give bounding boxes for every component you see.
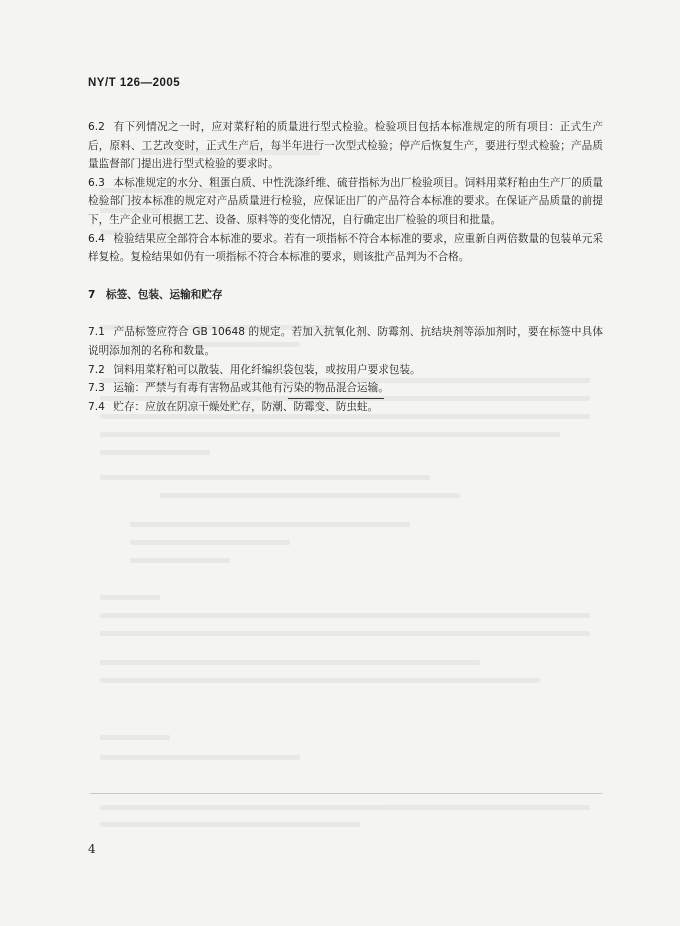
clause-7-2 [88, 361, 603, 380]
standard-code-header: NY/T 126—2005 [88, 77, 181, 89]
clause-6-3 [88, 174, 603, 230]
clause-6-2 [88, 118, 603, 174]
end-of-text-rule [288, 398, 384, 399]
clause-text: 本标准规定的水分、粗蛋白质、中性洗涤纤维、硫苷指标为出厂检验项目。饲料用菜籽粕由生产厂的质量检验部门按本标准的规定对产品质量进行检验，应保证出厂的产品符合本标准的要求。在保证产品质量的前提下，生产企业可根据工艺、设备、原料等的变化情况，自行确定出厂检验的项目和批量。 [88, 176, 603, 226]
clause-text: 贮存：应放在阴凉干燥处贮存，防潮、防霉变、防虫蛀。 [113, 400, 379, 413]
section-7-heading [88, 286, 603, 305]
footnote-divider [90, 793, 602, 794]
clause-text: 运输：严禁与有毒有害物品或其他有污染的物品混合运输。 [113, 382, 389, 395]
clause-number: 6.3 [88, 176, 105, 189]
clause-number: 7.3 [88, 382, 105, 395]
section-title: 标签、包装、运输和贮存 [106, 288, 223, 301]
document-body [88, 118, 603, 416]
page-number: 4 [88, 842, 96, 856]
clause-text: 产品标签应符合 GB 10648 的规定。若加入抗氧化剂、防霉剂、抗结块剂等添加剂时，要在标签中具体说明添加剂的名称和数量。 [88, 326, 603, 357]
clause-text: 饲料用菜籽粕可以散装、用化纤编织袋包装，或按用户要求包装。 [113, 363, 421, 376]
clause-number: 6.2 [88, 121, 105, 133]
clause-number: 6.4 [88, 232, 105, 245]
clause-6-4 [88, 230, 603, 267]
clause-number: 7.2 [88, 363, 105, 376]
clause-text: 检验结果应全部符合本标准的要求。若有一项指标不符合本标准的要求，应重新自两倍数量的包装单元采样复检。复检结果如仍有一项指标不符合本标准的要求，则该批产品判为不合格。 [88, 232, 603, 264]
clause-number: 7.1 [88, 326, 105, 339]
section-number: 7 [88, 288, 96, 301]
clause-text: 有下列情况之一时，应对菜籽粕的质量进行型式检验。检验项目包括本标准规定的所有项目：正式生产后，原料、工艺改变时，正式生产后，每半年进行一次型式检验；停产后恢复生产，要进行型式检验；产品质量监督部门提出进行型式检验的要求时。 [88, 121, 603, 171]
clause-number: 7.4 [88, 400, 105, 413]
clause-7-4 [88, 398, 603, 417]
clause-7-3 [88, 379, 603, 398]
clause-7-1 [88, 323, 603, 360]
